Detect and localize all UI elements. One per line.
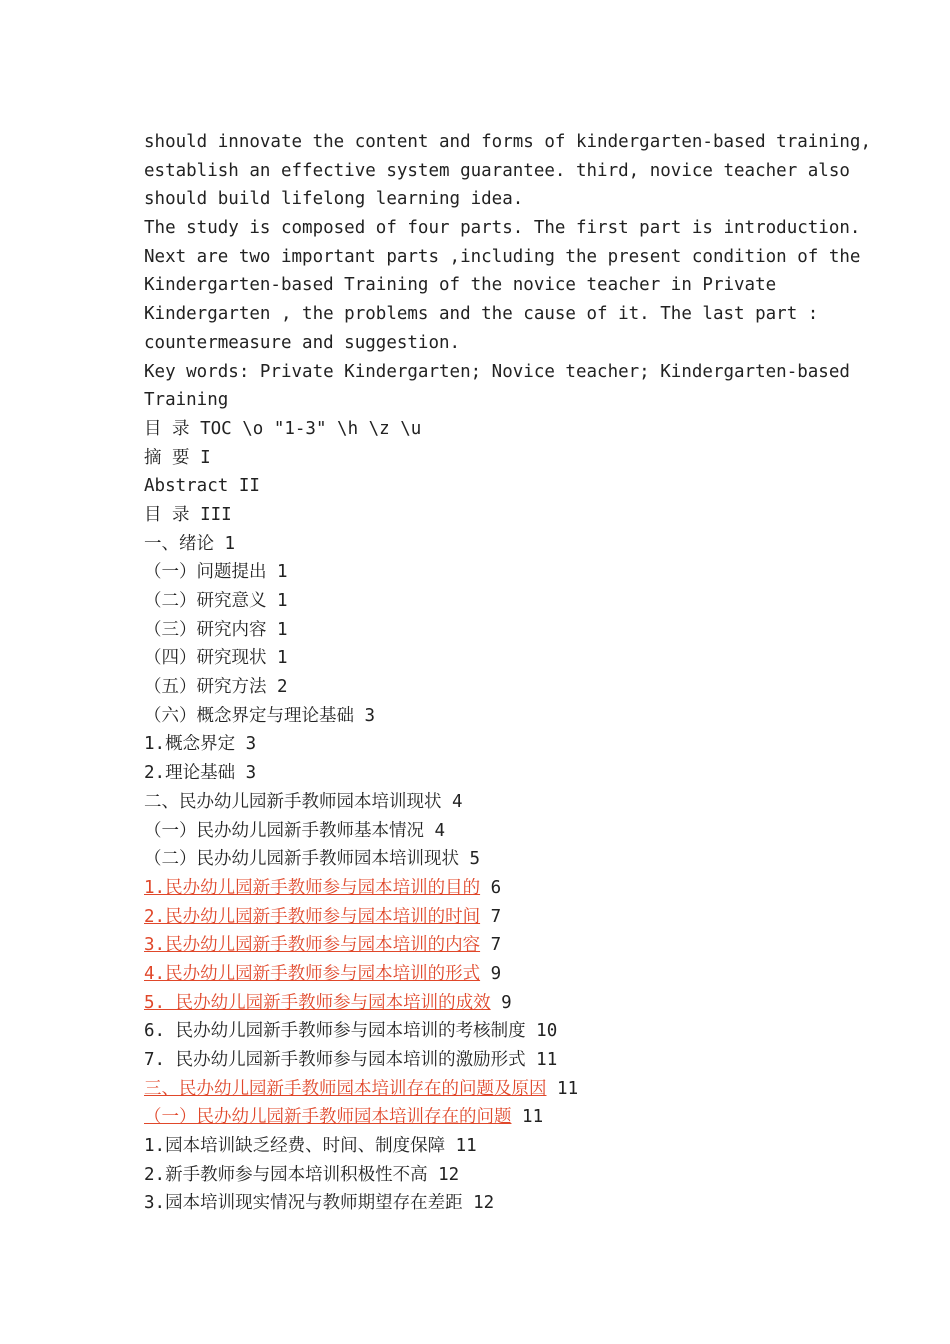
toc-entry-page: 10 <box>536 1021 558 1042</box>
abstract-line: Kindergarten-based Training of the novice teacher in Private <box>144 275 777 296</box>
abstract-line: establish an effective system guarantee. third, novice teacher also <box>144 160 850 181</box>
toc-entry-page: 7 <box>490 935 502 956</box>
abstract-line: Next are two important parts ,including the present condition of the <box>144 246 861 267</box>
toc-hyperlink[interactable]: 4.民办幼儿园新手教师参与园本培训的形式 <box>144 963 481 984</box>
toc-entry-title: Abstract <box>144 476 229 497</box>
toc-hyperlink[interactable]: 三、民办幼儿园新手教师园本培训存在的问题及原因 <box>144 1078 547 1099</box>
toc-entry-title: （三）研究内容 <box>144 619 267 640</box>
toc-entry-title: 2.新手教师参与园本培训积极性不高 <box>144 1164 428 1185</box>
toc-field-code: 目 录 TOC \o "1-3" \h \z \u <box>144 418 422 439</box>
toc-entry <box>144 989 824 1018</box>
toc-entry <box>144 1189 824 1218</box>
toc-entry-page: 11 <box>455 1136 477 1157</box>
toc-entry-page: 12 <box>438 1164 460 1185</box>
toc-hyperlink[interactable]: 5. 民办幼儿园新手教师参与园本培训的成效 <box>144 992 491 1013</box>
toc-entry-page: 1 <box>277 619 288 640</box>
keywords-line: Training <box>144 390 229 411</box>
toc-entry-page: 3 <box>364 705 376 726</box>
toc-entry-page: 4 <box>434 820 446 841</box>
toc-entry-page: 11 <box>557 1078 579 1099</box>
toc-entry <box>144 587 824 616</box>
toc-entry-title: 一、绪论 <box>144 533 214 554</box>
toc-entry <box>144 788 824 817</box>
toc-entry-title: 摘 要 <box>144 447 190 468</box>
toc-entry-title: 6. 民办幼儿园新手教师参与园本培训的考核制度 <box>144 1021 526 1042</box>
toc-entry-title: 二、民办幼儿园新手教师园本培训现状 <box>144 791 442 812</box>
toc-entry <box>144 730 824 759</box>
toc-entry-page: II <box>238 476 260 497</box>
toc-entry-page: 3 <box>245 763 257 784</box>
toc-entry-title: （五）研究方法 <box>144 677 267 698</box>
toc-entry <box>144 817 824 846</box>
document-page <box>144 128 871 1218</box>
toc-entry-title: （二）研究意义 <box>144 591 267 611</box>
toc-entry <box>144 960 824 989</box>
toc-entry <box>144 1017 824 1046</box>
toc-hyperlink[interactable]: （一）民办幼儿园新手教师园本培训存在的问题 <box>144 1107 512 1128</box>
keywords-line: Key words: Private Kindergarten; Novice teacher; Kindergarten-based <box>144 361 850 382</box>
toc-entry-page: 12 <box>473 1193 495 1214</box>
toc-hyperlink[interactable]: 3.民办幼儿园新手教师参与园本培训的内容 <box>144 935 481 956</box>
toc-entry-page: 1 <box>277 562 288 583</box>
toc-entry-page: 6 <box>490 877 502 898</box>
toc-entry-page: III <box>200 504 232 525</box>
toc-entry-title: 1.园本培训缺乏经费、时间、制度保障 <box>144 1136 446 1157</box>
toc-entry-title: 目 录 <box>144 504 190 525</box>
toc-entry <box>144 616 824 645</box>
toc-entry <box>144 759 824 788</box>
toc-entry <box>144 874 824 903</box>
toc-entry <box>144 931 824 960</box>
toc-entry <box>144 845 824 874</box>
toc-entry <box>144 1161 824 1190</box>
toc-entry <box>144 1075 824 1104</box>
toc-entry-page: 9 <box>501 992 512 1013</box>
toc-entry-page: 1 <box>277 648 288 669</box>
abstract-line: Kindergarten , the problems and the cause of it. The last part : <box>144 304 819 325</box>
toc-entry-page: 2 <box>277 677 288 698</box>
toc-entry-title: （一）问题提出 <box>144 562 267 583</box>
toc-entry-page: 1 <box>277 591 288 611</box>
toc-entry <box>144 472 824 501</box>
toc-hyperlink[interactable]: 1.民办幼儿园新手教师参与园本培训的目的 <box>144 877 481 898</box>
toc-entry-title: 2.理论基础 <box>144 763 236 784</box>
toc-entry-page: 11 <box>522 1107 544 1128</box>
toc-entry-page: 3 <box>245 734 257 755</box>
toc-entry-title: （一）民办幼儿园新手教师基本情况 <box>144 820 424 841</box>
toc-entry <box>144 702 824 731</box>
toc-entry-title: 7. 民办幼儿园新手教师参与园本培训的激励形式 <box>144 1050 526 1070</box>
toc-entry-title: 1.概念界定 <box>144 734 236 755</box>
toc-entry-title: （二）民办幼儿园新手教师园本培训现状 <box>144 849 459 870</box>
toc-entry-page: I <box>200 447 211 468</box>
toc-entry-page: 5 <box>469 849 481 870</box>
toc-entry <box>144 1132 824 1161</box>
toc-entry-title: （六）概念界定与理论基础 <box>144 705 354 726</box>
toc-entry-title: 3.园本培训现实情况与教师期望存在差距 <box>144 1193 463 1214</box>
toc-entry-page: 4 <box>452 791 463 812</box>
toc-entry <box>144 1103 824 1132</box>
toc-entry-page: 9 <box>490 963 502 984</box>
toc-entry <box>144 501 824 530</box>
toc-entry-page: 11 <box>536 1050 558 1070</box>
toc-entry <box>144 644 824 673</box>
toc-entry <box>144 558 824 587</box>
abstract-line: The study is composed of four parts. The first part is introduction. <box>144 218 861 239</box>
toc-entry <box>144 1046 824 1075</box>
toc-entry <box>144 903 824 932</box>
toc-entry-page: 7 <box>490 906 502 927</box>
toc-entry <box>144 673 824 702</box>
toc-entry-title: （四）研究现状 <box>144 648 267 669</box>
toc-entry-page: 1 <box>224 533 236 554</box>
toc-entry <box>144 530 824 559</box>
toc-hyperlink[interactable]: 2.民办幼儿园新手教师参与园本培训的时间 <box>144 906 481 927</box>
abstract-line: countermeasure and suggestion. <box>144 332 461 353</box>
toc-entry <box>144 444 824 473</box>
abstract-line: should build lifelong learning idea. <box>144 189 524 210</box>
abstract-line: should innovate the content and forms of kindergarten-based training, <box>144 132 871 152</box>
